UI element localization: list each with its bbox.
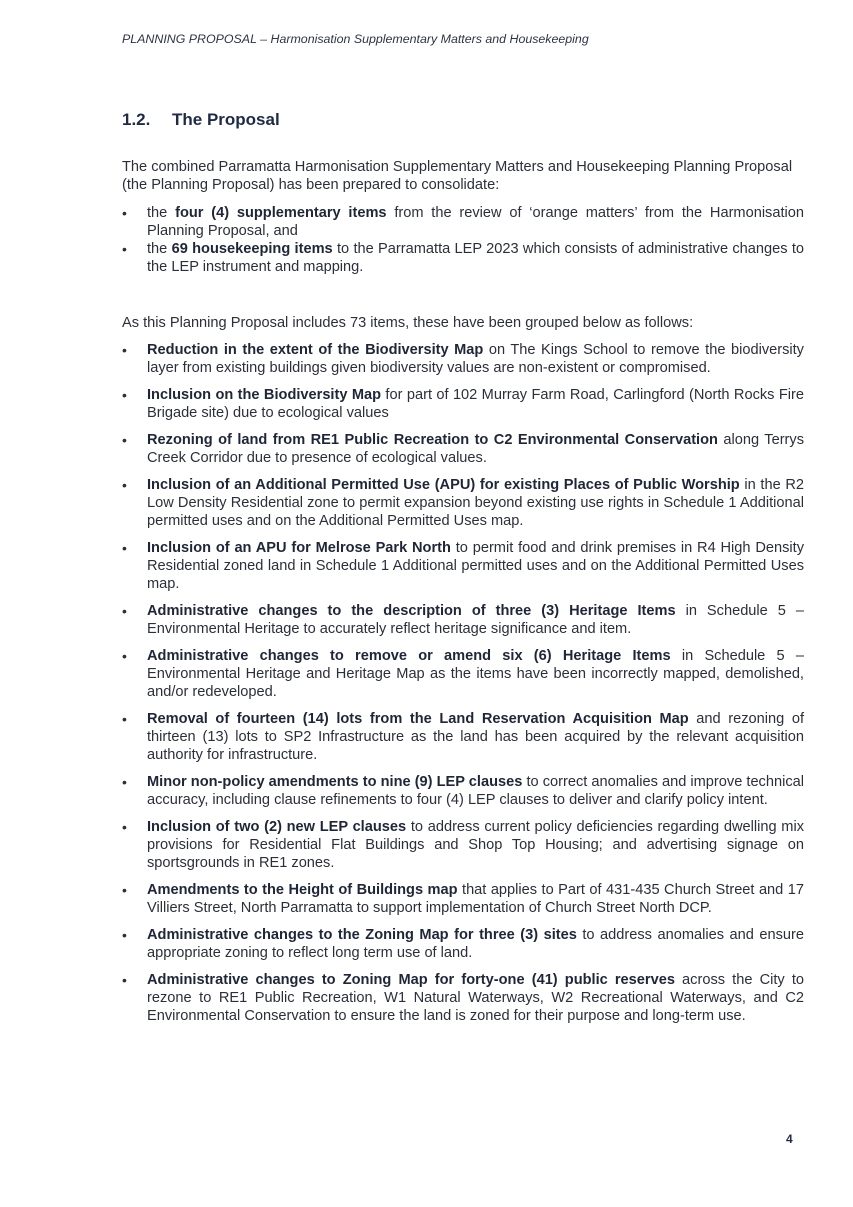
item-text-bold: Administrative changes to Zoning Map for forty-one (41) public reserves: [147, 972, 675, 988]
list-item: [122, 476, 804, 530]
list-item: [122, 710, 804, 764]
item-text: in Schedule 5 – Environmental Heritage and Heritage Map as the items have been incorrectly mapped, demolished, and/or redeveloped.: [147, 648, 804, 700]
bullet-icon: •: [122, 972, 127, 988]
bullet-icon: •: [122, 241, 127, 257]
page-number: 4: [786, 1132, 793, 1146]
groups-bullet-list: [122, 341, 804, 1025]
bullet-icon: •: [122, 205, 127, 221]
list-item: [122, 926, 804, 962]
item-text: that applies to Part of 431-435 Church Street and 17 Villiers Street, North Parramatta to support implementation of Church Street North DCP.: [147, 882, 804, 916]
list-item: [122, 647, 804, 701]
item-text-bold: Amendments to the Height of Buildings map: [147, 882, 458, 898]
item-text-bold: Minor non-policy amendments to nine (9) LEP clauses: [147, 774, 523, 790]
item-text-bold: Inclusion on the Biodiversity Map: [147, 387, 382, 403]
item-text: in the R2 Low Density Residential zone to permit expansion beyond existing use rights in Schedule 1 Additional permitted uses and on the Additional Permitted Uses map.: [147, 477, 804, 529]
item-text: to the Parramatta LEP 2023 which consists of administrative changes to the LEP instrument and mapping.: [147, 241, 805, 275]
list-item: [122, 204, 804, 240]
item-text-bold: Reduction in the extent of the Biodiversity Map: [147, 342, 484, 358]
item-text-bold: four (4) supplementary items: [175, 205, 387, 221]
list-item: [122, 539, 804, 593]
item-text: to permit food and drink premises in R4 High Density Residential zoned land in Schedule 1 Additional permitted uses and on the Additional Permitted Uses map.: [147, 540, 804, 592]
list-item: [122, 602, 804, 638]
item-text-bold: Rezoning of land from RE1 Public Recreation to C2 Environmental Conservation: [147, 432, 718, 448]
item-text: on The Kings School to remove the biodiversity layer from existing buildings given biodiversity values are non-existent or compromised.: [147, 342, 804, 376]
bullet-icon: •: [122, 432, 127, 448]
bullet-icon: •: [122, 603, 127, 619]
bullet-icon: •: [122, 342, 127, 358]
item-text-pre: the: [147, 241, 172, 257]
item-text: to correct anomalies and improve technical accuracy, including clause refinements to four (4) LEP clauses to deliver and clarify policy intent.: [147, 774, 804, 808]
intro-bullet-list: [122, 204, 804, 276]
list-item: [122, 881, 804, 917]
document-body: [122, 158, 804, 1025]
item-text: to address current policy deficiencies regarding dwelling mix provisions for Residential Flat Buildings and Shop Top Housing; and advertising signage on sportsgrounds in RE1 zones.: [147, 819, 804, 871]
list-item: [122, 431, 804, 467]
item-text-pre: the: [147, 205, 176, 221]
item-text: from the review of ‘orange matters’ from the Harmonisation Planning Proposal, and: [147, 205, 804, 239]
item-text-bold: Administrative changes to remove or amend six (6) Heritage Items: [147, 648, 671, 664]
bullet-icon: •: [122, 774, 127, 790]
item-text-bold: Inclusion of an Additional Permitted Use (APU) for existing Places of Public Worship: [147, 477, 740, 493]
running-header: PLANNING PROPOSAL – Harmonisation Supplementary Matters and Housekeeping: [122, 32, 589, 46]
item-text-bold: Inclusion of an APU for Melrose Park North: [147, 540, 451, 556]
bullet-icon: •: [122, 819, 127, 835]
bullet-icon: •: [122, 540, 127, 556]
item-text-bold: Administrative changes to the Zoning Map for three (3) sites: [147, 927, 577, 943]
item-text-bold: Removal of fourteen (14) lots from the Land Reservation Acquisition Map: [147, 711, 689, 727]
bullet-icon: •: [122, 477, 127, 493]
section-heading: [122, 110, 280, 130]
item-text: across the City to rezone to RE1 Public Recreation, W1 Natural Waterways, W2 Recreational Waterways, and C2 Environmental Conservation to ensure the land is zoned for their purpose and long-term use.: [147, 972, 804, 1024]
list-item: [122, 773, 804, 809]
groups-paragraph: As this Planning Proposal includes 73 items, these have been grouped below as follows:: [122, 315, 694, 331]
list-item: [122, 971, 804, 1025]
intro-paragraph: The combined Parramatta Harmonisation Supplementary Matters and Housekeeping Planning Proposal (the Planning Proposal) has been prepared to consolidate:: [122, 159, 793, 193]
item-text-bold: Inclusion of two (2) new LEP clauses: [147, 819, 407, 835]
item-text: in Schedule 5 – Environmental Heritage to accurately reflect heritage significance and item.: [147, 603, 804, 637]
section-number: 1.2.: [122, 110, 151, 129]
section-title: The Proposal: [172, 110, 280, 129]
list-item: [122, 341, 804, 377]
bullet-icon: •: [122, 927, 127, 943]
item-text: to address anomalies and ensure appropriate zoning to reflect long term use of land.: [147, 927, 804, 961]
item-text: along Terrys Creek Corridor due to presence of ecological values.: [147, 432, 805, 466]
bullet-icon: •: [122, 387, 127, 403]
item-text: for part of 102 Murray Farm Road, Carlingford (North Rocks Fire Brigade site) due to ecological values: [147, 387, 804, 421]
item-text-bold: Administrative changes to the description of three (3) Heritage Items: [147, 603, 676, 619]
list-item: [122, 818, 804, 872]
bullet-icon: •: [122, 711, 127, 727]
item-text-bold: 69 housekeeping items: [171, 241, 333, 257]
bullet-icon: •: [122, 648, 127, 664]
list-item: [122, 240, 804, 276]
item-text: and rezoning of thirteen (13) lots to SP2 Infrastructure as the land has been acquired by the relevant acquisition authority for infrastructure.: [147, 711, 805, 763]
list-item: [122, 386, 804, 422]
bullet-icon: •: [122, 882, 127, 898]
